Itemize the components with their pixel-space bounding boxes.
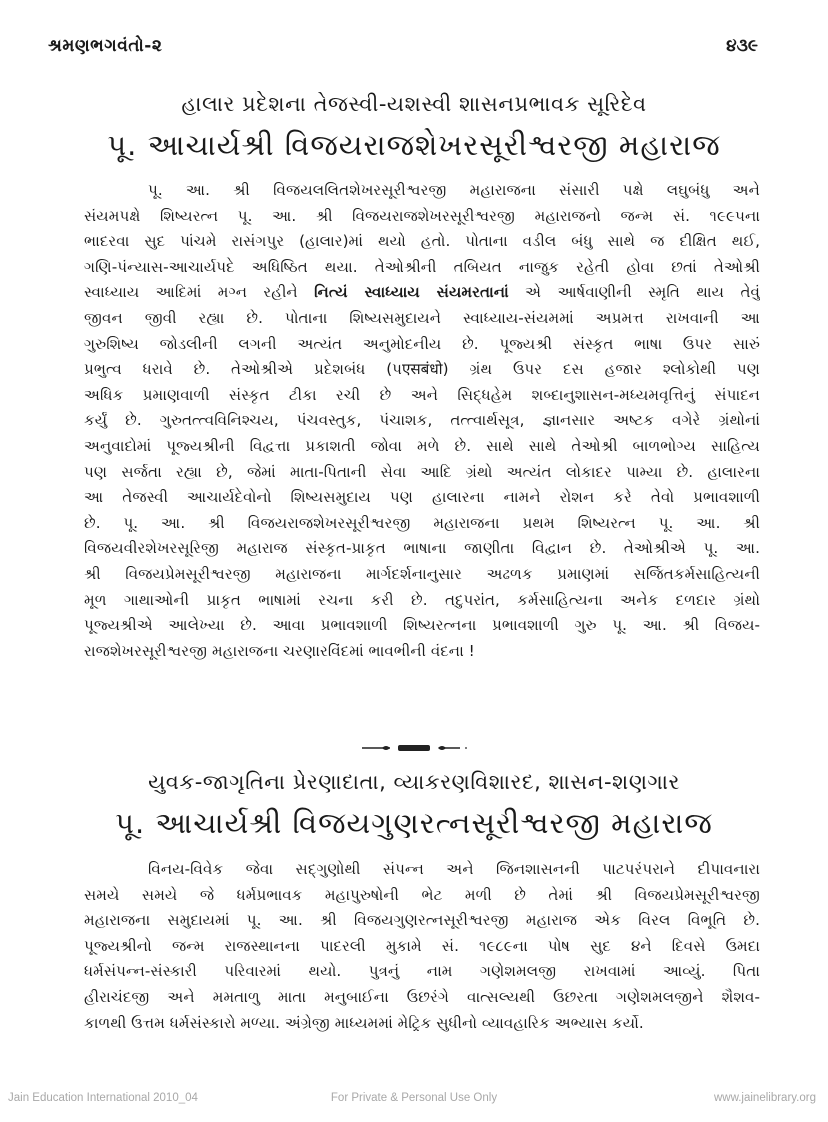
text-line: પણ સર્જતા રહ્યા છે, જેમાં માતા-પિતાની સેવા આદિ ગ્રંથો અત્યંત લોકાદર પામ્યા છે. હાલારના bbox=[84, 462, 760, 481]
text-line: કર્યું છે. ગુરુતત્ત્વવિનિશ્ચય, પંચવસ્તુક, પંચાશક, તત્ત્વાર્થસૂત્ર, જ્ઞાનસાર અષ્ટક વગેરે ગ્રંથોનાં bbox=[84, 411, 760, 430]
text-line: શ્રી વિજયપ્રેમસૂરીશ્વરજી મહારાજના માર્ગદર્શનાનુસાર અઢળક પ્રમાણમાં સર્જિતકર્મસાહિત્યની bbox=[84, 564, 760, 583]
ornamental-divider-icon bbox=[360, 742, 470, 754]
text-line: સમયે સમયે જે ધર્મપ્રભાવક મહાપુરુષોની ભેટ મળી છે તેમાં શ્રી વિજયપ્રેમસૂરીશ્વરજી bbox=[84, 885, 760, 904]
page-number: ૪૩૯ bbox=[726, 36, 758, 56]
section1-subtitle: હાલાર પ્રદેશના તેજસ્વી-યશસ્વી શાસનપ્રભાવક સૂરિદેવ bbox=[181, 92, 647, 116]
section2-subtitle: યુવક-જાગૃતિના પ્રેરણાદાતા, વ્યાકરણવિશારદ, શાસન-શણગાર bbox=[148, 770, 680, 794]
section1-title: પૂ. આચાર્યશ્રી વિજયરાજશેખરસૂરીશ્વરજી મહારાજ bbox=[107, 128, 721, 162]
text-line: પૂ. આ. શ્રી વિજયલલિતશેખરસૂરીશ્વરજી મહારાજના સંસારી પક્ષે લઘુબંધુ અને bbox=[148, 181, 760, 199]
text-line: વિનય-વિવેક જેવા સદ્ગુણોથી સંપન્ન અને જિનશાસનની પાટપરંપરાને દીપાવનારા bbox=[148, 860, 760, 878]
text-line: આ તેજસ્વી આચાર્યદેવોનો શિષ્યસમુદાય પણ હાલારના નામને રોશન કરે તેવો પ્રભાવશાળી bbox=[84, 488, 760, 507]
text-line: સ્વાધ્યાય આદિમાં મગ્ન રહીને નિત્યં સ્વાધ્યાય સંયમરતાનાં એ આર્ષવાણીની સ્મૃતિ થાય તેવું bbox=[84, 283, 760, 302]
footer-website-link[interactable]: www.jainelibrary.org bbox=[713, 1092, 816, 1104]
text-line: જીવન જીવી રહ્યા છે. પોતાના શિષ્યસમુદાયને સ્વાધ્યાય-સંયમમાં અપ્રમત્ત રાખવાની આ bbox=[84, 308, 760, 327]
text-line: વિજયવીરશેખરસૂરિજી મહારાજ સંસ્કૃત-પ્રાકૃત ભાષાના જાણીતા વિદ્વાન છે. તેઓશ્રીએ પૂ. આ. bbox=[84, 539, 760, 558]
text-line: કાળથી ઉત્તમ ધર્મસંસ્કારો મળ્યા. અંગ્રેજી માધ્યમમાં મેટ્રિક સુધીનો વ્યાવહારિક અભ્યાસ કર્યો. bbox=[84, 1013, 644, 1032]
text-line: સંયમપક્ષે શિષ્યરત્ન પૂ. આ. શ્રી વિજયરાજશેખરસૂરીશ્વરજી મહારાજનો જન્મ સં. ૧૯૯૫ના bbox=[84, 206, 760, 225]
text-line: ગણિ-પંન્યાસ-આચાર્યપદે અધિષ્ઠિત થયા. તેઓશ્રીની તબિયત નાજુક રહેતી હોવા છતાં તેઓશ્રી bbox=[84, 257, 760, 276]
text-line: છે. પૂ. આ. શ્રી વિજયરાજશેખરસૂરીશ્વરજી મહારાજના પ્રથમ શિષ્યરત્ન પૂ. આ. શ્રી bbox=[84, 513, 760, 532]
section1-paragraph bbox=[84, 178, 760, 664]
text-line: પૂજ્યશ્રીનો જન્મ રાજસ્થાનના પાદરલી મુકામે સં. ૧૯૮૯ના પોષ સુદ ૪ને દિવસે ઉમદા bbox=[84, 936, 760, 955]
text-line: પૂજ્યશ્રીએ આલેખ્યા છે. આવા પ્રભાવશાળી શિષ્યરત્નના પ્રભાવશાળી ગુરુ પૂ. આ. શ્રી વિજય- bbox=[84, 616, 760, 635]
text-line: અધિક પ્રમાણવાળી સંસ્કૃત ટીકા રચી છે અને સિદ્ધહેમ શબ્દાનુશાસન-મધ્યમવૃત્તિનું સંપાદન bbox=[84, 385, 760, 404]
section2-title: પૂ. આચાર્યશ્રી વિજયગુણરત્નસૂરીશ્વરજી મહારાજ bbox=[115, 806, 713, 840]
text-line: રાજશેખરસૂરીશ્વરજી મહારાજના ચરણારવિંદમાં ભાવભીની વંદના ! bbox=[84, 641, 475, 660]
text-line: પ્રભુત્વ ધરાવે છે. તેઓશ્રીએ પ્રદેશબંધ (પएसबंधो) ગ્રંથ ઉપર દસ હજાર શ્લોકોથી પણ bbox=[84, 360, 760, 379]
text-line: ભાદરવા સુદ પાંચમે રાસંગપુર (હાલાર)માં થયો હતો. પોતાના વડીલ બંધુ સાથે જ દીક્ષિત થઈ, bbox=[84, 232, 760, 251]
footer-usage-note: For Private & Personal Use Only bbox=[330, 1092, 498, 1104]
text-line: મહારાજના સમુદાયમાં પૂ. આ. શ્રી વિજયગુણરત્નસૂરીશ્વરજી મહારાજ એક વિરલ વિભૂતિ છે. bbox=[84, 911, 760, 930]
section2-paragraph bbox=[84, 857, 760, 1036]
running-title: શ્રમણભગવંતો-૨ bbox=[48, 36, 163, 56]
text-line: ગુરુશિષ્ય જોડલીની લગની અત્યંત અનુમોદનીય છે. પૂજ્યશ્રી સંસ્કૃત ભાષા ઉપર સારું bbox=[84, 334, 760, 353]
footer-publisher: Jain Education International 2010_04 bbox=[8, 1092, 198, 1104]
text-line: મૂળ ગાથાઓની પ્રાકૃત ભાષામાં રચના કરી છે. તદુપરાંત, કર્મસાહિત્યના અનેક દળદાર ગ્રંથો bbox=[84, 590, 760, 609]
text-line: ધર્મસંપન્ન-સંસ્કારી પરિવારમાં થયો. પુત્રનું નામ ગણેશમલજી રાખવામાં આવ્યું. પિતા bbox=[84, 962, 760, 981]
text-line: હીરાચંદજી અને મમતાળુ માતા મનુબાઈના ઉછરંગે વાત્સલ્યથી ઉછરતા ગણેશમલજીને શૈશવ- bbox=[84, 987, 760, 1006]
text-line: અનુવાદોમાં પૂજ્યશ્રીની વિદ્વત્તા પ્રકાશતી જોવા મળે છે. સાથે સાથે તેઓશ્રી બાળભોગ્ય સાહિત્ય bbox=[84, 436, 760, 455]
